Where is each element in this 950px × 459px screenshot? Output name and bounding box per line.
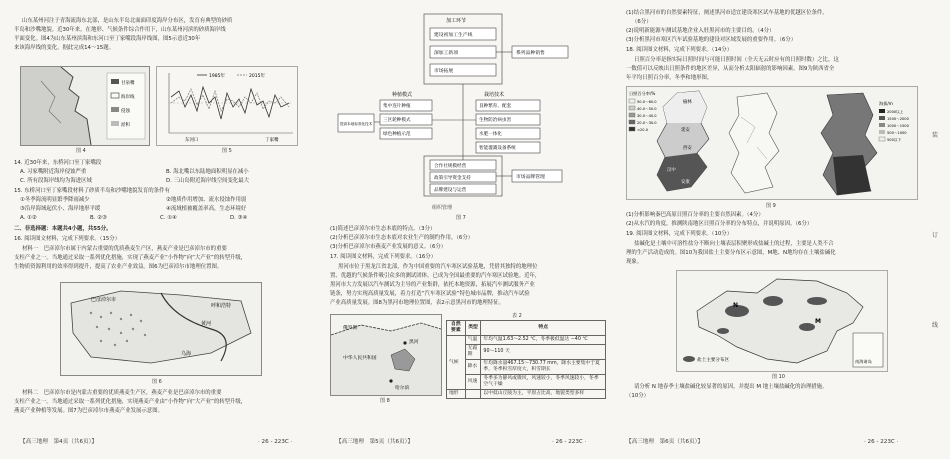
fig8-place-1: 俄罗斯: [343, 326, 358, 331]
page-6: [616, 0, 950, 459]
fig9-legend-1: 50.0～60.0: [637, 100, 657, 104]
q17-text-4: 链条，努力实现高质量发展，着力打造“汽车寒区试验”特色城市品牌，推动汽车试验: [330, 291, 530, 297]
figure-4-map: [20, 66, 150, 146]
figure-9-caption: 图 9: [766, 203, 776, 209]
table-cell: 无霜期: [465, 345, 481, 360]
table-cell: 年均降水量467.15～730.77 mm，降水主要集中于夏季，冬季积雪厚度大，积雪期长: [481, 360, 606, 375]
q18-part-2: (2)从水汽的角度，推测陕南地区日照百分率的分布特点，并说明原因。（6分）: [626, 221, 813, 227]
left-box-2-text: 三区轮种模式: [383, 118, 411, 123]
intro-line-1: 山东某州河注于青海流海东北部，是山东半岛北面面印度海岸分布区，发育有典型的砂质: [22, 18, 233, 24]
table-row: [447, 360, 606, 375]
table-cell: 降水: [465, 360, 481, 375]
fig5-xtick-2: 丁家嘴: [265, 138, 279, 143]
fig9b-legend-4: 500～1000: [887, 131, 907, 135]
fig9-legend-b: [879, 100, 910, 142]
q15-choice-a: A. ①②: [20, 215, 37, 221]
material-2-line-1: 材料二 巴彦淖尔市是内蒙古重要的优质燕麦生产区，燕麦产业是巴彦淖尔市的重要: [22, 390, 222, 396]
figure-6-caption: 图 6: [152, 379, 162, 385]
figure-5-chart: [156, 66, 298, 146]
q17-part-1-score: （6分）: [632, 19, 652, 25]
fig9-legend-a: [629, 90, 657, 132]
binding-word-3: 线: [932, 322, 939, 329]
center-box-text: 提高本地标准化技术: [340, 122, 373, 126]
page-6-footer: 【高三地理 第6页（共6页）】: [626, 439, 704, 445]
bottom-box-1-text: 合作社规模经营: [434, 164, 467, 169]
figure-7-caption: 图 7: [456, 215, 466, 221]
right-column-title: 栽培技术: [484, 92, 505, 98]
fig9-legend-5: <20.0: [637, 128, 649, 132]
fig9-legend-4: 20.0～30.0: [637, 121, 657, 125]
fig6-place-3: 乌海: [181, 351, 192, 357]
table-2: [446, 320, 606, 399]
fig10-legend-1: 盐土主要分布区: [697, 358, 730, 363]
figure-4-caption: 图 4: [76, 148, 86, 154]
fig9b-legend-5: 500以下: [887, 138, 902, 142]
fig5-legend-2015: 2015年: [249, 74, 265, 79]
fig9-city-2: 延安: [681, 128, 690, 133]
q17-text-5: 产业高质量发展。图8为黑河市地理位置图，表2示意黑河市的地理特征。: [330, 300, 504, 306]
chain-box-3-text: 市场拓展: [434, 69, 454, 74]
figure-5-caption: 图 5: [222, 148, 232, 154]
fig9b-legend-2: 1500～2000: [887, 117, 909, 121]
fig6-place-4: 呼和浩特: [211, 303, 232, 309]
table-cell: 地形: [447, 390, 466, 399]
right-box-1-text: 良种繁育、配套: [479, 104, 512, 109]
q15-item-4: ④流域植被覆盖率高，生态环境好: [166, 206, 247, 212]
material-1-line-3: 生物质资源利用的效率得到提升，提高了农业产业效益。图6为巴彦淖尔市地理位置图。: [14, 264, 223, 270]
section-2-title: 二、非选择题：本题共4小题，共55分。: [14, 226, 112, 232]
q15-choice-b: B. ②③: [90, 215, 107, 221]
fig9-city-4: 汉中: [667, 168, 676, 173]
figure-6-map: [60, 282, 262, 376]
legend-swatch-4: [111, 121, 119, 126]
left-column-title: 种植模式: [392, 92, 413, 98]
figure-10-caption: 图 10: [772, 374, 785, 380]
chain-box-1-text: 建设初加工生产线: [434, 33, 473, 38]
q15-item-1: ①冬季海流明显繁季降雨减少: [20, 197, 90, 203]
bottom-right-text: 市场品牌管理: [516, 175, 545, 180]
q15-item-2: ②地质作用增加、流水侵蚀作用弱: [166, 197, 247, 203]
binding-word-2: 订: [932, 232, 939, 239]
page-4: [0, 0, 316, 459]
bottom-box-3-text: 品牌建设与运营: [434, 188, 467, 193]
figure-9-maps: [626, 86, 918, 200]
question-17: 17. 阅读图文材料，完成下列要求。（16分）: [330, 254, 437, 260]
page-5-code: · 26 - 223C ·: [552, 439, 587, 445]
fig9-map-b: [729, 93, 779, 193]
q14-option-b: B. 海北嘴以东陆地面积明显在减小: [166, 169, 249, 175]
material-1-line-1: 材料一 巴彦淖尔市属于内蒙古重要的优质燕麦生产区，燕麦产业是巴彦淖尔市的重要: [22, 246, 227, 252]
fig4-legend-3: 侵蚀: [121, 109, 130, 114]
q17-text-3: 黑河市大力发展以汽车测试为主导的产业集群，依托本地资源，拓展汽车测试服务产业: [330, 282, 535, 288]
bottom-box-2-text: 政策引导资金支持: [434, 176, 471, 181]
table-head-1: 自然要素: [447, 321, 466, 336]
q18-text-3: 年平均日照百分率，冬季和地形图。: [626, 75, 713, 81]
q15-choice-d: D. ③④: [230, 215, 248, 221]
fig10-inset-label: 南海诸岛: [855, 359, 872, 364]
question-16: 16. 阅读图文材料，完成下列要求。（15分）: [14, 236, 121, 242]
page-4-footer: 【高三地理 第4页（共6页）】: [20, 439, 98, 445]
material-2-line-3: 燕麦产业种植等发展。图7为巴彦淖尔市燕麦产业发展示意图。: [14, 408, 163, 414]
q19-question-1: 请分析 N 地春季土壤盐碱化较显著的原因，并提出 M 地土壤盐碱化的治理措施。: [634, 384, 828, 390]
table-row: [447, 336, 606, 345]
right-box-4-text: 智能灌溉设备系统: [479, 146, 516, 151]
chain-right-text: 系列品种销售: [516, 51, 545, 56]
table-cell: 90～110 天: [481, 345, 606, 360]
table-cell: 以中低山丘陵为主，平原占比高，地貌类型多样: [481, 390, 606, 399]
q19-text-1: 盐碱化是土壤中可溶性盐分不断向土壤表层积聚形成盐碱土的过程，主要是人类不合: [634, 241, 834, 247]
q19-text-3: 现象。: [626, 259, 643, 265]
fig8-place-2: 黑河: [409, 340, 419, 345]
q17-text-1: 黑河市位于黑龙江省北部，作为中国重要的汽车寒区试验基地，凭借其独特的地理位: [338, 264, 538, 270]
right-box-3-text: 水肥一体化: [479, 132, 502, 137]
q18-text-2: 一数值可以反映出日照条件的地区差异，从而分析太阳辐射的影响因素。图9为陕西省全: [626, 66, 835, 72]
figure-8-map: [330, 314, 442, 396]
q17-part-3: (3)分析黑河市寒区汽车试验基地的建设对区域发展的重要作用。（6分）: [626, 37, 797, 43]
q17-part-2: (2)说明新能源车测试基地企业入驻黑河市的主要目的。（4分）: [626, 28, 775, 34]
q14-option-c: C. 所有段海岸线均为海进区域: [20, 178, 92, 184]
q17-part-1: (1)结合黑河市的自然要素特征，阐述黑河市适宜建设寒区试车基地的优越区位条件。: [626, 10, 828, 16]
table-row: [447, 345, 606, 360]
q14-option-d: D. 三山岛附近海岸线空间变化最大: [166, 178, 250, 184]
fig4-legend-2: 海岸线: [121, 95, 135, 100]
q18-text-1: 日照百分率是指实际日照时间与可能日照时间（全天无云时应有的日照时数）之比，这: [634, 57, 839, 63]
table-row: [447, 390, 606, 399]
table-2-caption: 表 2: [512, 313, 522, 319]
fig9b-legend-3: 1000～1500: [887, 124, 909, 128]
page-5-footer: 【高三地理 第5页（共6页）】: [336, 439, 414, 445]
fig9-map-c: [821, 93, 877, 195]
table-head-3: 特点: [481, 321, 606, 336]
fig4-legend-1: 甘泉嘴: [121, 81, 135, 86]
fig9-legend-title: 日照百分率/%: [629, 91, 656, 96]
fig9-city-1: 榆林: [683, 100, 692, 105]
fig5-xtick-1: 东河口: [185, 138, 199, 143]
fig9-legend-3: 30.0～40.0: [637, 114, 657, 118]
fig9-legend-2: 40.0～50.0: [637, 107, 657, 111]
fig9-city-3: 西安: [683, 146, 692, 151]
q16-part-3: (3)分析巴彦淖尔市燕麦产业发展的意义。（6分）: [330, 244, 447, 250]
q18-part-1: (1)分析影响秦巴高原日照百分率的主要自然因素。（4分）: [626, 212, 764, 218]
material-1-line-2: 支柱产业之一。当地通过采取一系列优化措施，实现了燕麦产业“小作物”向“大产业”的转型升级，: [14, 255, 247, 261]
table-cell: 冬季多为静风或微风，风速较小，冬季风速较小，冬季空气干燥: [481, 375, 606, 390]
fig6-place-1: 巴彦淖尔市: [91, 297, 117, 303]
chain-box-2-text: 深加工新项: [434, 51, 458, 56]
q15-choice-c: C. ①④: [160, 215, 177, 221]
page-4-code: · 26 - 223C ·: [258, 439, 293, 445]
material-2-line-2: 支柱产业之一。当地通过采取一系列优化措施，实现燕麦产业由“小作物”向“大产业”的转型升级，: [14, 399, 247, 405]
question-15: 15. 东桥河口至丁家嘴段材料了砂质半岛和沙嘴地貌发育的条件有: [14, 188, 170, 194]
q14-option-a: A. 习家嘴附近海岸侵蚀严重: [20, 169, 87, 175]
intro-line-4: 来该海岸线的变化。据此完成14～15题。: [14, 45, 114, 51]
right-box-2-text: 生物防治病虫害: [479, 118, 512, 123]
fig10-mark-n: N: [733, 302, 739, 309]
table-cell: [465, 390, 481, 399]
figure-10-map: [676, 270, 888, 372]
fig10-mark-m: M: [815, 318, 821, 325]
left-box-3-text: 绿色种植示范: [383, 132, 411, 137]
fig8-place-4: 哈尔滨: [395, 386, 410, 391]
table-cell: 年均气温1.63～2.52 ℃，冬季极低温达 −40 ℃: [481, 336, 606, 345]
fig7-bottom-title: 组织管理: [432, 205, 453, 211]
fig6-place-2: 黄河: [201, 321, 212, 327]
q15-item-3: ③沿岸海域起伏小、海岸地形平缓: [20, 206, 101, 212]
legend-swatch-1: [111, 79, 119, 84]
table-cell: 风速: [465, 375, 481, 390]
q19-text-2: 理的生产活动造成的。图10为我国盐土主要分布区示意图，M地、N地均存在土壤盐碱化: [626, 250, 836, 256]
fig9b-legend-1: 2000以上: [887, 110, 904, 114]
fig5-legend-1985: 1985年: [209, 74, 225, 79]
fig9-city-5: 安康: [681, 180, 690, 185]
figure-4-legend: [107, 73, 145, 139]
fig9b-legend-title: 海拔/m: [879, 101, 893, 106]
q17-text-2: 置、优越的气候条件吸引众多的测试团体。已成为全国最重要的汽车寒区试验地。近年，: [330, 273, 541, 279]
table-cell: 气候: [447, 336, 466, 390]
question-18: 18. 阅读图文材料，完成下列要求。（14分）: [626, 47, 733, 53]
fig7-chain-title: 加工环节: [446, 18, 467, 24]
intro-line-3: 平面变化。图4为山东某州滨海和东河口至丁家嘴段海岸线图，图5示意近30年: [14, 36, 201, 42]
question-14: 14. 近30年来，东桥河口至丁家嘴段: [14, 160, 102, 166]
figure-7-flowchart: [336, 10, 596, 200]
table-row: [447, 375, 606, 390]
table-head-2: 类型: [465, 321, 481, 336]
fig9-map-a: [657, 91, 709, 191]
q19-question-2: （10分）: [626, 393, 650, 399]
intro-line-2: 半岛和沙嘴地貌。近30年来，在地形、气候条件综合作用下，山东某州河滨的砂质海岸线: [14, 27, 226, 33]
page-6-code: · 26 - 223C ·: [864, 439, 899, 445]
page-5: [316, 0, 616, 459]
table-cell: 气温: [465, 336, 481, 345]
figure-8-caption: 图 8: [380, 398, 390, 404]
q16-part-1: (1)简述巴彦淖尔市生态本底的特点。（3分）: [330, 226, 436, 232]
fig4-legend-4: 淤积: [121, 123, 130, 128]
question-19: 19. 阅读图文材料，完成下列要求。（10分）: [626, 231, 733, 237]
left-box-1-text: 集中连片种植: [383, 104, 411, 109]
q16-part-2: (2)分析巴彦淖尔市生态本底对农业生产的制约作用。（6分）: [330, 235, 474, 241]
binding-word-1: 装: [932, 132, 939, 139]
legend-swatch-3: [111, 107, 119, 112]
fig8-place-3: 中华人民共和国: [343, 356, 377, 361]
